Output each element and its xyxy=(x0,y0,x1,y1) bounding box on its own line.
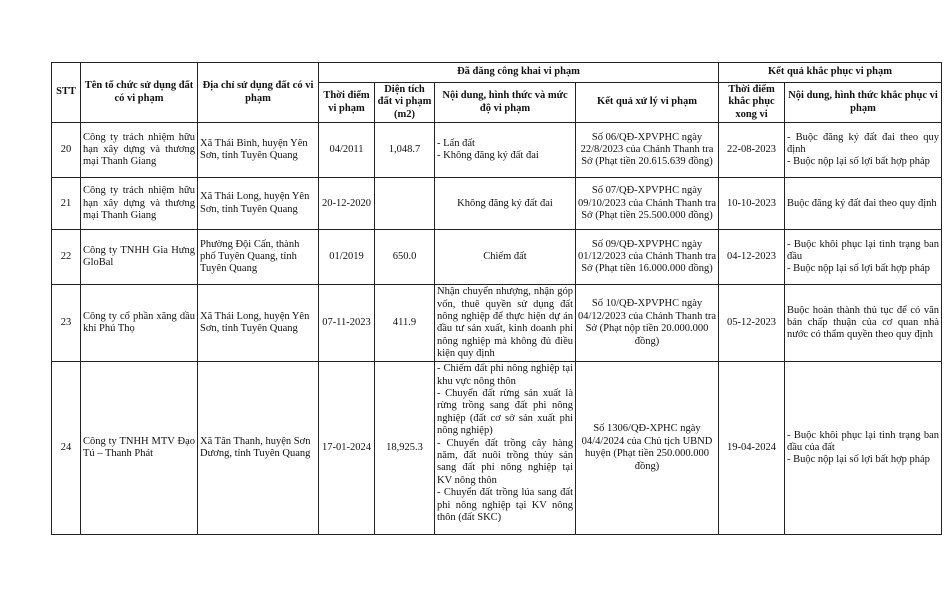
cell-org-name xyxy=(81,285,198,362)
cell-content xyxy=(435,362,576,535)
cell-area-text: 411.9 xyxy=(392,317,417,329)
table-row xyxy=(52,178,942,230)
cell-handling-result xyxy=(576,285,719,362)
cell-fix-content xyxy=(785,362,942,535)
cell-stt-text: 23 xyxy=(60,317,72,329)
cell-fix-time-text: 04-12-2023 xyxy=(727,251,777,263)
cell-area-text: 650.0 xyxy=(392,251,417,263)
cell-violation-time-text: 04/2011 xyxy=(329,144,364,156)
table-row xyxy=(52,123,942,178)
cell-org-name-text: Công ty trách nhiệm hữu hạn xây dựng và thương mại Thanh Giang xyxy=(83,131,195,168)
header-group-public: Đã đăng công khai vi phạm xyxy=(319,63,719,83)
cell-violation-time xyxy=(319,123,375,178)
cell-stt-text: 22 xyxy=(60,251,72,263)
cell-address-text: Phường Đội Cấn, thành phố Tuyên Quang, tỉnh Tuyên Quang xyxy=(200,238,300,275)
cell-handling-result xyxy=(576,362,719,535)
cell-stt xyxy=(52,123,81,178)
cell-org-name xyxy=(81,230,198,285)
cell-area xyxy=(375,230,435,285)
cell-stt xyxy=(52,178,81,230)
cell-fix-content xyxy=(785,123,942,178)
cell-line: Buộc hoàn thành thủ tục để có văn bản chấp thuận của cơ quan nhà nước có thẩm quyền theo quy định xyxy=(787,304,940,341)
cell-fix-content xyxy=(785,285,942,362)
cell-line: - Buộc khôi phục lại tình trạng ban đầu của đất xyxy=(787,429,940,454)
header-fix-content: Nội dung, hình thức khắc phục vi phạm xyxy=(785,83,942,123)
header-handling: Kết quả xử lý vi phạm xyxy=(576,83,719,123)
cell-area-text: 1,048.7 xyxy=(388,144,421,156)
header-org-name: Tên tổ chức sử dụng đất có vi phạm xyxy=(81,63,198,123)
cell-content xyxy=(435,230,576,285)
cell-org-name xyxy=(81,123,198,178)
cell-area xyxy=(375,178,435,230)
cell-violation-time-text: 17-01-2024 xyxy=(322,442,371,454)
cell-fix-time xyxy=(719,285,785,362)
cell-line: Chiếm đất xyxy=(483,251,527,263)
cell-fix-time xyxy=(719,123,785,178)
table-body xyxy=(52,123,942,535)
cell-content xyxy=(435,285,576,362)
cell-address-text: Xã Thái Long, huyện Yên Sơn, tỉnh Tuyên Quang xyxy=(200,191,310,215)
violations-table xyxy=(51,62,942,535)
cell-line: - Chuyển đất rừng sản xuất là rừng trồng sang đất phi nông nghiệp (đất cơ sở sản xuất phi nông nghiệp) xyxy=(437,388,573,437)
cell-handling-result xyxy=(576,123,719,178)
cell-address xyxy=(198,362,319,535)
cell-stt-text: 21 xyxy=(60,197,72,209)
cell-handling-result xyxy=(576,230,719,285)
cell-line: Không đăng ký đất đai xyxy=(457,197,553,209)
cell-org-name-text: Công ty cổ phần xăng dầu khí Phú Thọ xyxy=(83,310,195,335)
cell-line: - Không đăng ký đất đai xyxy=(437,150,539,162)
cell-area xyxy=(375,285,435,362)
cell-org-name-text: Công ty TNHH Gia Hưng GloBal xyxy=(83,244,195,269)
cell-org-name-text: Công ty trách nhiệm hữu hạn xây dựng và thương mại Thanh Giang xyxy=(83,185,195,221)
cell-handling-result-text: Số 09/QĐ-XPVPHC ngày 01/12/2023 của Chánh Thanh tra Sở (Phạt tiền 16.000.000 đồng) xyxy=(578,238,717,275)
cell-fix-time-text: 22-08-2023 xyxy=(727,144,777,156)
cell-violation-time-text: 01/2019 xyxy=(329,251,364,263)
cell-line: - Buộc khôi phục lại tình trạng ban đầu xyxy=(787,238,940,263)
cell-handling-result-text: Số 10/QĐ-XPVPHC ngày 04/12/2023 của Chánh Thanh tra Sở (Phạt nộp tiền 20.000.000 đồng) xyxy=(578,298,717,347)
cell-handling-result-text: Số 1306/QĐ-XPHC ngày 04/4/2024 của Chủ tịch UBND huyện (Phạt tiền 250.000.000 đồng) xyxy=(581,423,713,472)
cell-stt xyxy=(52,230,81,285)
cell-address xyxy=(198,230,319,285)
table-row xyxy=(52,285,942,362)
cell-content xyxy=(435,178,576,230)
cell-violation-time xyxy=(319,178,375,230)
header-address: Địa chỉ sử dụng đất có vi phạm xyxy=(198,63,319,123)
cell-stt-text: 20 xyxy=(60,144,72,156)
cell-violation-time-text: 20-12-2020 xyxy=(322,197,371,209)
header-area: Diện tích đất vi phạm (m2) xyxy=(375,83,435,123)
cell-fix-time-text: 10-10-2023 xyxy=(727,197,777,209)
cell-line: - Chiếm đất phi nông nghiệp tại khu vực nông thôn xyxy=(437,363,573,387)
header-stt: STT xyxy=(52,63,81,123)
header-group-result: Kết quả khắc phục vi phạm xyxy=(719,63,942,83)
cell-fix-content xyxy=(785,230,942,285)
cell-line: - Chuyển đất trồng cây hàng năm, đất nuôi trồng thủy sản sang đất phi nông nghiệp tại KV nông thôn xyxy=(437,437,573,486)
cell-line: - Buộc đăng ký đất đai theo quy định xyxy=(787,131,940,156)
cell-line: - Buộc nộp lại số lợi bất hợp pháp xyxy=(787,454,930,466)
cell-violation-time-text: 07-11-2023 xyxy=(322,317,371,329)
cell-violation-time xyxy=(319,362,375,535)
cell-violation-time xyxy=(319,230,375,285)
cell-fix-time xyxy=(719,230,785,285)
cell-address-text: Xã Thái Long, huyện Yên Sơn, tỉnh Tuyên Quang xyxy=(200,310,310,335)
cell-line: Buộc đăng ký đất đai theo quy định xyxy=(787,197,937,209)
cell-org-name-text: Công ty TNHH MTV Đạo Tú – Thanh Phát xyxy=(83,435,195,460)
cell-address xyxy=(198,123,319,178)
cell-handling-result xyxy=(576,178,719,230)
cell-fix-time-text: 19-04-2024 xyxy=(727,442,777,454)
cell-line: - Buộc nộp lại số lợi bất hợp pháp xyxy=(787,263,930,275)
cell-fix-time-text: 05-12-2023 xyxy=(727,317,777,329)
cell-area xyxy=(375,123,435,178)
cell-area xyxy=(375,362,435,535)
cell-line: Nhận chuyển nhượng, nhận góp vốn, thuê quyền sử dụng đất nông nghiệp để thực hiện dự án đầu tư sản xuất, kinh doanh phi nông nghiệp mà không đủ điều kiện quy định xyxy=(437,286,573,360)
header-fix-time: Thời điểm khắc phục xong vi xyxy=(719,83,785,123)
cell-handling-result-text: Số 06/QĐ-XPVPHC ngày 22/8/2023 của Chánh Thanh tra Sở (Phạt tiền 20.615.639 đồng) xyxy=(580,131,714,168)
cell-org-name xyxy=(81,362,198,535)
table-row xyxy=(52,362,942,535)
cell-address xyxy=(198,285,319,362)
cell-line: - Lấn đất xyxy=(437,137,475,149)
header-content: Nội dung, hình thức và mức độ vi phạm xyxy=(435,83,576,123)
table-row xyxy=(52,230,942,285)
cell-address-text: Xã Tân Thanh, huyện Sơn Dương, tỉnh Tuyên Quang xyxy=(200,435,311,460)
cell-stt xyxy=(52,362,81,535)
cell-fix-content xyxy=(785,178,942,230)
cell-area-text: 18,925.3 xyxy=(386,442,423,454)
cell-fix-time xyxy=(719,178,785,230)
cell-stt xyxy=(52,285,81,362)
cell-org-name xyxy=(81,178,198,230)
cell-line: - Chuyển đất trồng lúa sang đất phi nông nghiệp tại KV nông thôn (đất SKC) xyxy=(437,487,573,524)
cell-line: - Buộc nộp lại số lợi bất hợp pháp xyxy=(787,156,930,168)
cell-handling-result-text: Số 07/QĐ-XPVPHC ngày 09/10/2023 của Chánh Thanh tra Sở (Phạt tiền 25.500.000 đồng) xyxy=(578,185,717,221)
header-time: Thời điểm vi phạm xyxy=(319,83,375,123)
cell-address-text: Xã Thái Bình, huyện Yên Sơn, tỉnh Tuyên Quang xyxy=(200,137,308,162)
cell-address xyxy=(198,178,319,230)
cell-violation-time xyxy=(319,285,375,362)
cell-content xyxy=(435,123,576,178)
cell-stt-text: 24 xyxy=(60,442,72,454)
cell-fix-time xyxy=(719,362,785,535)
